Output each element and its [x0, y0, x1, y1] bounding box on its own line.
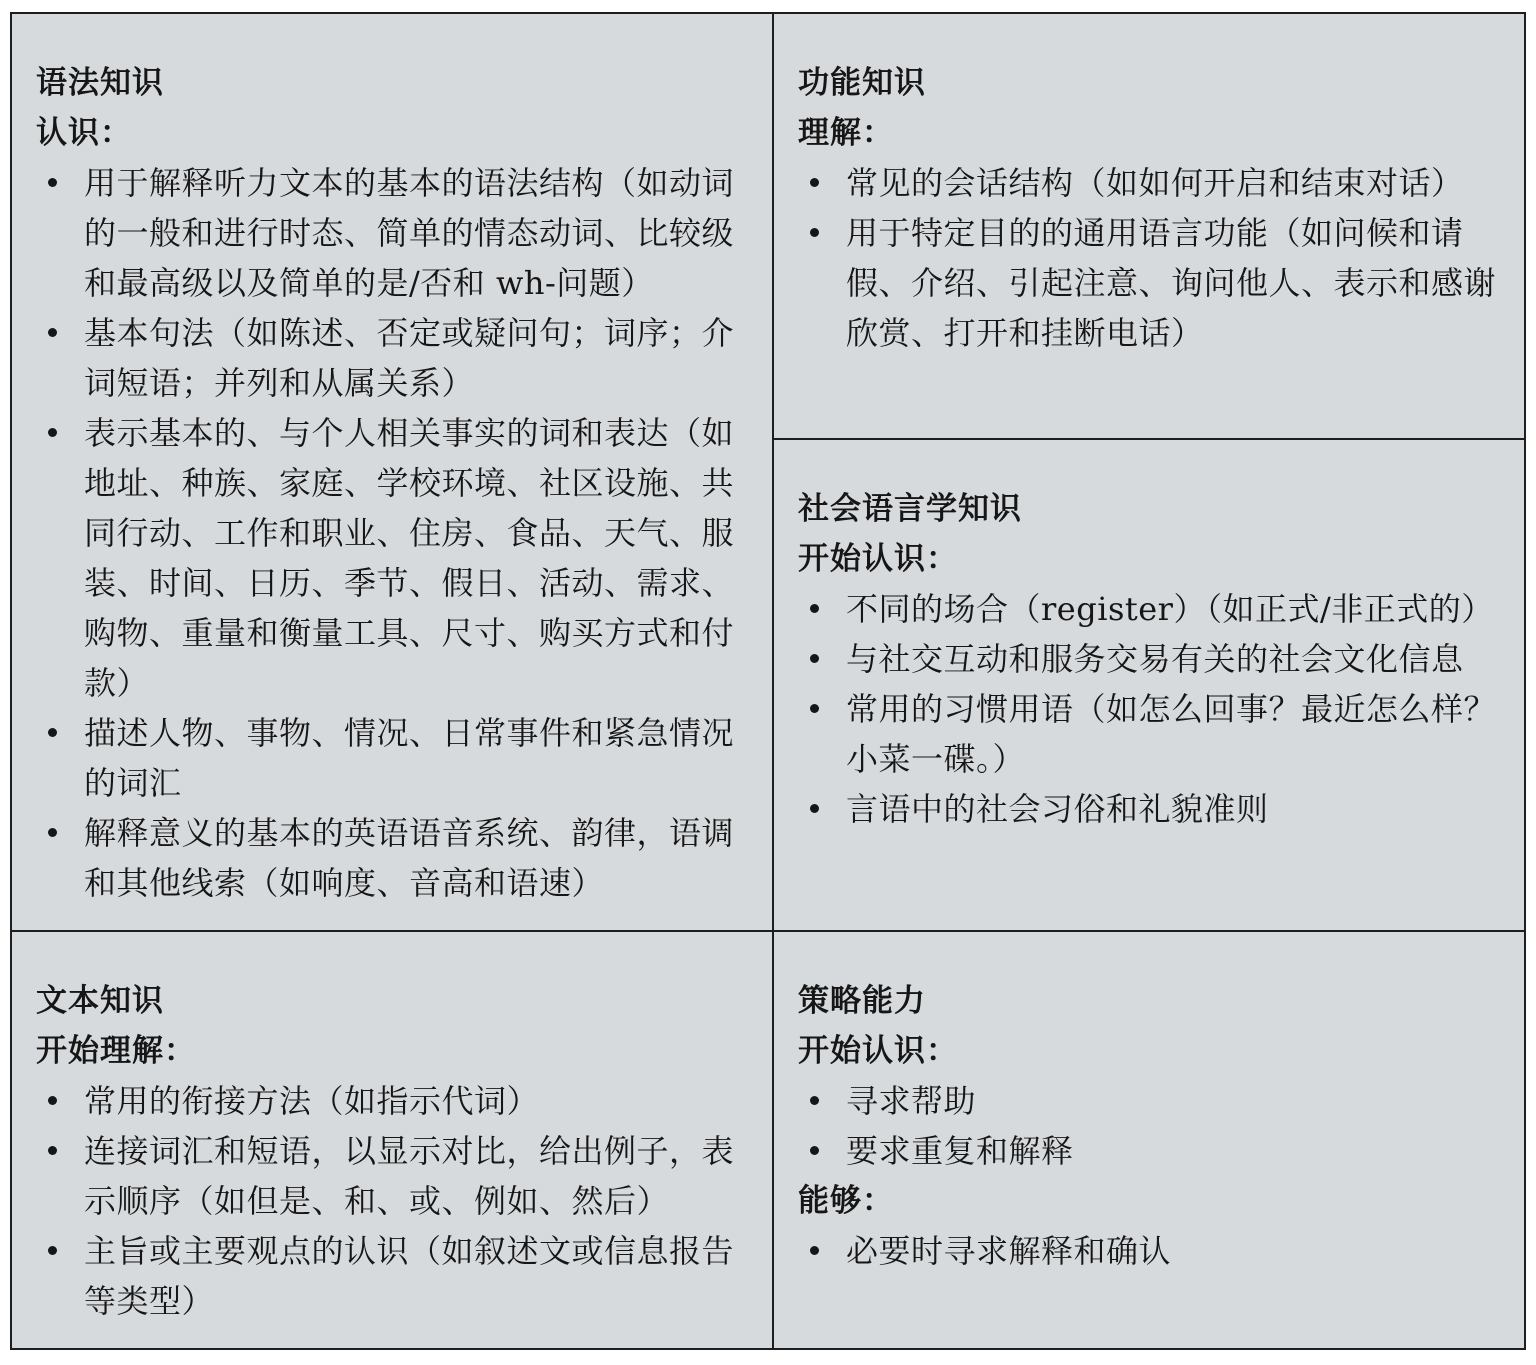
list-item-text: 基本句法（如陈述、否定或疑问句；词序；介词短语；并列和从属关系） — [84, 314, 735, 402]
list-item — [798, 1226, 1504, 1276]
list-item-text: 主旨或主要观点的认识（如叙述文或信息报告等类型） — [84, 1232, 735, 1320]
panel-title: 语法知识 — [36, 65, 164, 101]
list-item-text: 常用的衔接方法（如指示代词） — [84, 1082, 540, 1120]
panel-title: 策略能力 — [798, 983, 926, 1019]
panel-subtitle: 开始理解： — [36, 1033, 196, 1069]
list-item-text: 言语中的社会习俗和礼貌准则 — [846, 790, 1269, 828]
bullet-list — [798, 1226, 1504, 1276]
panel-subtitle: 理解： — [798, 115, 894, 151]
bullet-icon — [48, 178, 57, 187]
bullet-icon — [810, 804, 819, 813]
panel-subtitle: 开始认识： — [798, 541, 958, 577]
panel-textual-knowledge — [12, 932, 774, 1348]
bullet-icon — [810, 1096, 819, 1105]
list-item — [36, 158, 752, 308]
list-item-text: 用于解释听力文本的基本的语法结构（如动词的一般和进行时态、简单的情态动词、比较级和最高级以及简单的是/否和 wh-问题） — [84, 164, 735, 302]
list-item-text: 用于特定目的的通用语言功能（如问候和请假、介绍、引起注意、询问他人、表示和感谢欣赏、打开和挂断电话） — [846, 214, 1497, 352]
list-item-text: 不同的场合（register）（如正式/非正式的） — [846, 590, 1494, 628]
list-item-text: 常用的习惯用语（如怎么回事？最近怎么样？小菜一碟。） — [846, 690, 1497, 778]
bullet-icon — [48, 428, 57, 437]
bullet-icon — [48, 1096, 57, 1105]
list-item-text: 要求重复和解释 — [846, 1132, 1074, 1170]
bullet-icon — [810, 178, 819, 187]
bullet-list — [798, 1076, 1504, 1176]
panel-sociolinguistic-knowledge — [774, 440, 1524, 932]
bullet-icon — [48, 328, 57, 337]
list-item — [36, 1076, 752, 1126]
list-item — [36, 1226, 752, 1326]
list-item — [798, 1126, 1504, 1176]
bullet-icon — [810, 1146, 819, 1155]
list-item-text: 常见的会话结构（如如何开启和结束对话） — [846, 164, 1464, 202]
panel-title: 文本知识 — [36, 983, 164, 1019]
bullet-icon — [48, 728, 57, 737]
bullet-list — [36, 158, 752, 908]
list-item-text: 描述人物、事物、情况、日常事件和紧急情况的词汇 — [84, 714, 735, 802]
list-item-text: 与社交互动和服务交易有关的社会文化信息 — [846, 640, 1464, 678]
list-item-text: 寻求帮助 — [846, 1082, 977, 1120]
list-item — [36, 308, 752, 408]
bullet-list — [36, 1076, 752, 1326]
list-item — [36, 1126, 752, 1226]
list-item — [798, 1076, 1504, 1126]
panel-functional-knowledge — [774, 14, 1524, 440]
panel-title: 社会语言学知识 — [798, 491, 1022, 527]
list-item-text: 解释意义的基本的英语语音系统、韵律，语调和其他线索（如响度、音高和语速） — [84, 814, 735, 902]
list-item — [36, 708, 752, 808]
bullet-icon — [48, 828, 57, 837]
panel-grammatical-knowledge — [12, 14, 774, 932]
bullet-icon — [810, 704, 819, 713]
list-item — [798, 784, 1504, 834]
bullet-icon — [48, 1246, 57, 1255]
list-item — [36, 408, 752, 708]
panel-title: 功能知识 — [798, 65, 926, 101]
bullet-icon — [810, 604, 819, 613]
panel-strategic-competence — [774, 932, 1524, 1348]
bullet-icon — [810, 228, 819, 237]
panel-subtitle: 开始认识： — [798, 1033, 958, 1069]
list-item-text: 连接词汇和短语，以显示对比，给出例子，表示顺序（如但是、和、或、例如、然后） — [84, 1132, 735, 1220]
competence-table — [10, 12, 1526, 1350]
bullet-list — [798, 158, 1504, 358]
list-item — [798, 684, 1504, 784]
list-item — [798, 208, 1504, 358]
bullet-icon — [810, 654, 819, 663]
bullet-icon — [810, 1246, 819, 1255]
list-item — [798, 158, 1504, 208]
list-item — [798, 634, 1504, 684]
bullet-icon — [48, 1146, 57, 1155]
panel-subtitle: 认识： — [36, 115, 132, 151]
list-item-text: 表示基本的、与个人相关事实的词和表达（如地址、种族、家庭、学校环境、社区设施、共同行动、工作和职业、住房、食品、天气、服装、时间、日历、季节、假日、活动、需求、购物、重量和衡量工具、尺寸、购买方式和付款） — [84, 414, 735, 702]
list-item — [36, 808, 752, 908]
bullet-list — [798, 584, 1504, 834]
panel-subtitle: 能够： — [798, 1183, 894, 1219]
list-item — [798, 584, 1504, 634]
list-item-text: 必要时寻求解释和确认 — [846, 1232, 1172, 1270]
